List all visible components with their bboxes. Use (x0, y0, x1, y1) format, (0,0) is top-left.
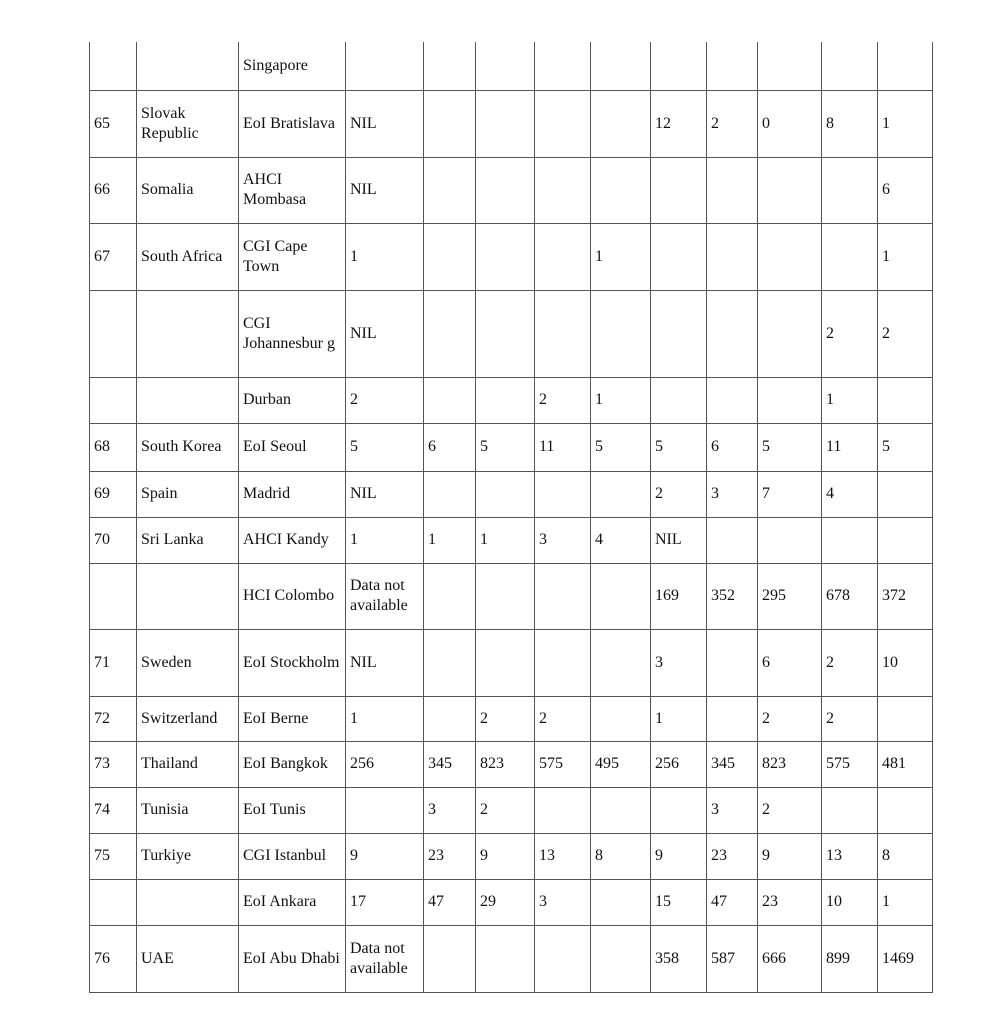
table-cell (707, 696, 758, 741)
table-cell (707, 290, 758, 377)
table-cell (758, 290, 822, 377)
table-cell: Turkiye (137, 833, 239, 879)
table-cell: EoI Bratislava (239, 90, 346, 157)
table-cell: EoI Abu Dhabi (239, 925, 346, 992)
table-cell: 4 (822, 471, 878, 517)
table-cell (758, 42, 822, 90)
table-cell (822, 517, 878, 563)
table-cell: 72 (90, 696, 137, 741)
table-cell: 3 (535, 517, 591, 563)
table-cell: CGI Istanbul (239, 833, 346, 879)
table-cell: AHCI Kandy (239, 517, 346, 563)
table-cell: 256 (346, 741, 424, 787)
table-cell (591, 157, 651, 223)
table-cell (707, 157, 758, 223)
table-cell: 9 (758, 833, 822, 879)
table-cell: EoI Stockholm (239, 629, 346, 696)
table-cell: 3 (535, 879, 591, 925)
table-row (90, 925, 933, 992)
table-cell (535, 290, 591, 377)
table-cell: 6 (424, 423, 476, 471)
table-cell (707, 377, 758, 423)
table-cell (591, 879, 651, 925)
table-cell: 11 (535, 423, 591, 471)
table-cell: NIL (651, 517, 707, 563)
table-cell: 9 (651, 833, 707, 879)
table-cell: 2 (822, 290, 878, 377)
table-cell (137, 42, 239, 90)
table-cell: Spain (137, 471, 239, 517)
table-cell (822, 787, 878, 833)
table-cell (476, 290, 535, 377)
table-cell (424, 696, 476, 741)
table-cell: 2 (346, 377, 424, 423)
table-cell: 1 (878, 223, 933, 290)
table-cell: 23 (758, 879, 822, 925)
table-cell: NIL (346, 471, 424, 517)
table-cell (878, 787, 933, 833)
table-cell (535, 223, 591, 290)
table-cell (535, 471, 591, 517)
table-cell (758, 517, 822, 563)
table-cell: 6 (878, 157, 933, 223)
table-cell: 23 (424, 833, 476, 879)
table-cell: 1 (591, 223, 651, 290)
table-cell: 481 (878, 741, 933, 787)
table-cell: Somalia (137, 157, 239, 223)
table-cell: 6 (707, 423, 758, 471)
table-cell: EoI Bangkok (239, 741, 346, 787)
table-cell: Slovak Republic (137, 90, 239, 157)
table-cell: EoI Ankara (239, 879, 346, 925)
table-cell: 2 (535, 696, 591, 741)
table-cell: 8 (822, 90, 878, 157)
table-cell: HCI Colombo (239, 563, 346, 629)
table-cell (878, 471, 933, 517)
table-cell: 587 (707, 925, 758, 992)
table-cell: South Africa (137, 223, 239, 290)
table-cell: 29 (476, 879, 535, 925)
table-cell (90, 42, 137, 90)
table-cell: 70 (90, 517, 137, 563)
table-cell (878, 696, 933, 741)
table-cell: 345 (707, 741, 758, 787)
table-cell: NIL (346, 157, 424, 223)
table-row (90, 696, 933, 741)
table-cell: 0 (758, 90, 822, 157)
table-cell: 47 (707, 879, 758, 925)
table-cell (346, 42, 424, 90)
table-cell (591, 787, 651, 833)
table-cell (424, 629, 476, 696)
table-cell (90, 290, 137, 377)
table-cell: Durban (239, 377, 346, 423)
table-cell: 47 (424, 879, 476, 925)
table-cell (651, 290, 707, 377)
table-cell: Madrid (239, 471, 346, 517)
table-cell (476, 223, 535, 290)
table-cell (424, 157, 476, 223)
table-cell: 6 (758, 629, 822, 696)
table-cell: 2 (758, 787, 822, 833)
table-cell (424, 925, 476, 992)
table-cell (476, 563, 535, 629)
table-cell: 69 (90, 471, 137, 517)
table-row (90, 787, 933, 833)
table-cell: Data not available (346, 925, 424, 992)
table-cell (822, 223, 878, 290)
table-cell: 1469 (878, 925, 933, 992)
table-cell (651, 223, 707, 290)
table-cell (476, 629, 535, 696)
table-cell (424, 290, 476, 377)
table-cell (822, 42, 878, 90)
table-cell: 10 (822, 879, 878, 925)
table-row (90, 629, 933, 696)
table-cell: 1 (591, 377, 651, 423)
table-cell: 2 (878, 290, 933, 377)
table-cell (90, 563, 137, 629)
table-cell: 73 (90, 741, 137, 787)
table-cell: UAE (137, 925, 239, 992)
table-cell (535, 629, 591, 696)
table-cell: NIL (346, 290, 424, 377)
table-cell: 76 (90, 925, 137, 992)
table-cell (707, 42, 758, 90)
table-cell: 295 (758, 563, 822, 629)
table-cell: 1 (878, 879, 933, 925)
table-cell: 495 (591, 741, 651, 787)
table-cell: 5 (651, 423, 707, 471)
table-cell: 1 (346, 517, 424, 563)
table-cell: AHCI Mombasa (239, 157, 346, 223)
table-cell: South Korea (137, 423, 239, 471)
table-cell (651, 377, 707, 423)
table-row (90, 471, 933, 517)
table-cell: 23 (707, 833, 758, 879)
table-cell (591, 471, 651, 517)
table-row (90, 42, 933, 90)
table-row (90, 423, 933, 471)
table-cell: 74 (90, 787, 137, 833)
table-cell: 75 (90, 833, 137, 879)
table-cell: 13 (535, 833, 591, 879)
table-cell (476, 925, 535, 992)
table-cell: Singapore (239, 42, 346, 90)
table-cell: 1 (878, 90, 933, 157)
table-cell: 7 (758, 471, 822, 517)
table-cell (707, 517, 758, 563)
table-cell: 823 (476, 741, 535, 787)
table-cell: 3 (707, 787, 758, 833)
table-cell (591, 90, 651, 157)
table-cell: 5 (476, 423, 535, 471)
table-cell: 666 (758, 925, 822, 992)
table-cell (707, 223, 758, 290)
table-cell: 4 (591, 517, 651, 563)
table-cell (90, 879, 137, 925)
table-cell (651, 787, 707, 833)
table-cell: 66 (90, 157, 137, 223)
table-cell (878, 377, 933, 423)
table-cell: 10 (878, 629, 933, 696)
table-cell: 8 (591, 833, 651, 879)
table-cell (591, 290, 651, 377)
table-cell (424, 471, 476, 517)
table-row (90, 563, 933, 629)
table-row (90, 879, 933, 925)
table-cell: 3 (707, 471, 758, 517)
table-cell (758, 377, 822, 423)
table-cell (758, 157, 822, 223)
table-cell: EoI Seoul (239, 423, 346, 471)
table-cell (137, 377, 239, 423)
table-row (90, 157, 933, 223)
table-cell (591, 42, 651, 90)
table-cell: 2 (822, 696, 878, 741)
table-cell: 352 (707, 563, 758, 629)
table-cell (591, 925, 651, 992)
table-row (90, 290, 933, 377)
table-cell: 2 (758, 696, 822, 741)
table-cell (476, 90, 535, 157)
table-cell (476, 471, 535, 517)
table-cell: 13 (822, 833, 878, 879)
table-cell (535, 90, 591, 157)
table-cell (424, 90, 476, 157)
table-cell: CGI Cape Town (239, 223, 346, 290)
table-cell: 372 (878, 563, 933, 629)
table-cell: 2 (535, 377, 591, 423)
table-cell: Tunisia (137, 787, 239, 833)
table-cell: 71 (90, 629, 137, 696)
table-cell (822, 157, 878, 223)
table-cell (707, 629, 758, 696)
table-cell (476, 377, 535, 423)
data-table (89, 42, 933, 993)
table-cell (535, 42, 591, 90)
table-cell: 2 (651, 471, 707, 517)
table-cell: 358 (651, 925, 707, 992)
table-row (90, 833, 933, 879)
table-cell: 3 (424, 787, 476, 833)
table-cell: EoI Tunis (239, 787, 346, 833)
table-cell (137, 879, 239, 925)
table-cell: 5 (591, 423, 651, 471)
table-cell (424, 563, 476, 629)
table-cell: 9 (476, 833, 535, 879)
table-cell (137, 290, 239, 377)
table-cell (424, 223, 476, 290)
table-row (90, 90, 933, 157)
table-cell (535, 157, 591, 223)
table-row (90, 517, 933, 563)
table-cell: 1 (822, 377, 878, 423)
table-cell: 5 (346, 423, 424, 471)
table-cell (476, 157, 535, 223)
table-cell (878, 42, 933, 90)
table-cell: 2 (476, 787, 535, 833)
table-cell: Sweden (137, 629, 239, 696)
table-cell (535, 563, 591, 629)
table-cell: EoI Berne (239, 696, 346, 741)
table-cell: NIL (346, 629, 424, 696)
table-cell: 1 (346, 223, 424, 290)
table-cell: 12 (651, 90, 707, 157)
table-cell (651, 42, 707, 90)
table-cell: Thailand (137, 741, 239, 787)
table-cell: 3 (651, 629, 707, 696)
table-cell: 169 (651, 563, 707, 629)
table-cell: Switzerland (137, 696, 239, 741)
table-cell: 5 (878, 423, 933, 471)
table-cell: 1 (346, 696, 424, 741)
table-cell: 823 (758, 741, 822, 787)
table-cell: 15 (651, 879, 707, 925)
table-cell (878, 517, 933, 563)
table-row (90, 377, 933, 423)
table-cell (758, 223, 822, 290)
table-cell: NIL (346, 90, 424, 157)
table-cell (424, 42, 476, 90)
table-cell: 68 (90, 423, 137, 471)
table-cell (90, 377, 137, 423)
table-cell: Data not available (346, 563, 424, 629)
table-cell (137, 563, 239, 629)
table-cell: 1 (476, 517, 535, 563)
table-cell: 575 (822, 741, 878, 787)
table-cell: 5 (758, 423, 822, 471)
table-cell: 11 (822, 423, 878, 471)
table-row (90, 741, 933, 787)
table-cell: Sri Lanka (137, 517, 239, 563)
table-cell: 575 (535, 741, 591, 787)
table-cell: 1 (651, 696, 707, 741)
table-cell: 2 (476, 696, 535, 741)
table-cell: 345 (424, 741, 476, 787)
table-cell: 9 (346, 833, 424, 879)
table-cell: 1 (424, 517, 476, 563)
table-cell: 678 (822, 563, 878, 629)
table-cell (591, 696, 651, 741)
table-cell: 67 (90, 223, 137, 290)
table-cell (535, 787, 591, 833)
table-cell: CGI Johannesbur g (239, 290, 346, 377)
table-cell (651, 157, 707, 223)
table-cell (476, 42, 535, 90)
table-cell (346, 787, 424, 833)
table-cell (535, 925, 591, 992)
table-cell: 256 (651, 741, 707, 787)
table-cell: 65 (90, 90, 137, 157)
table-row (90, 223, 933, 290)
table-cell: 2 (822, 629, 878, 696)
table-cell (591, 563, 651, 629)
table-cell: 899 (822, 925, 878, 992)
table-cell: 17 (346, 879, 424, 925)
table-cell (591, 629, 651, 696)
table-cell: 2 (707, 90, 758, 157)
table-cell (424, 377, 476, 423)
table-cell: 8 (878, 833, 933, 879)
